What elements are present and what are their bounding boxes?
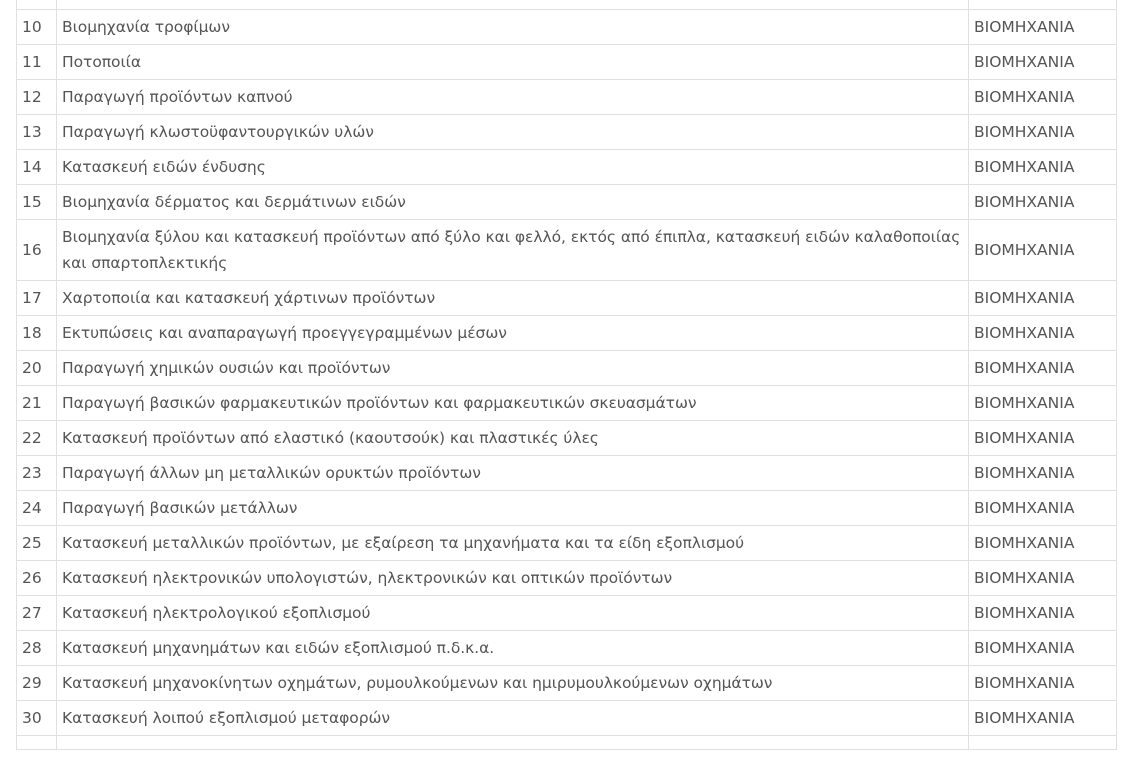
table-row bbox=[17, 561, 1117, 596]
row-category-cell: ΒΙΟΜΗΧΑΝΙΑ bbox=[969, 526, 1117, 561]
table-row bbox=[17, 316, 1117, 351]
table-row bbox=[17, 351, 1117, 386]
table-row bbox=[17, 80, 1117, 115]
row-code-cell: 30 bbox=[17, 701, 57, 736]
row-description-cell: Κατασκευή μηχανημάτων και ειδών εξοπλισμού π.δ.κ.α. bbox=[57, 631, 969, 666]
row-category-cell: ΒΙΟΜΗΧΑΝΙΑ bbox=[969, 351, 1117, 386]
row-code-cell: 21 bbox=[17, 386, 57, 421]
row-code-cell: 22 bbox=[17, 421, 57, 456]
row-code-cell: 13 bbox=[17, 115, 57, 150]
row-description-cell: Κατασκευή ειδών ένδυσης bbox=[57, 150, 969, 185]
table-row bbox=[17, 150, 1117, 185]
table-row bbox=[17, 421, 1117, 456]
row-description-cell: Παραγωγή προϊόντων καπνού bbox=[57, 80, 969, 115]
row-category-cell: ΒΙΟΜΗΧΑΝΙΑ bbox=[969, 281, 1117, 316]
row-code-cell: 14 bbox=[17, 150, 57, 185]
row-category-cell: ΒΙΟΜΗΧΑΝΙΑ bbox=[969, 80, 1117, 115]
row-description-cell: Βιομηχανία ξύλου και κατασκευή προϊόντων από ξύλο και φελλό, εκτός από έπιπλα, κατασκευή ειδών καλαθοποιίας και σπαρτοπλεκτικής bbox=[57, 220, 969, 281]
activity-codes-table-container bbox=[16, 0, 1116, 750]
table-row bbox=[17, 220, 1117, 281]
table-cell bbox=[17, 736, 57, 750]
table-row bbox=[17, 666, 1117, 701]
row-category-cell: ΒΙΟΜΗΧΑΝΙΑ bbox=[969, 10, 1117, 45]
row-description-cell: Παραγωγή άλλων μη μεταλλικών ορυκτών προϊόντων bbox=[57, 456, 969, 491]
row-code-cell: 18 bbox=[17, 316, 57, 351]
row-code-cell: 16 bbox=[17, 220, 57, 281]
row-category-cell: ΒΙΟΜΗΧΑΝΙΑ bbox=[969, 561, 1117, 596]
table-cell bbox=[969, 736, 1117, 750]
table-cell bbox=[57, 736, 969, 750]
table-row bbox=[17, 185, 1117, 220]
row-description-cell: Ποτοποιία bbox=[57, 45, 969, 80]
row-code-cell: 28 bbox=[17, 631, 57, 666]
row-description-cell: Παραγωγή κλωστοϋφαντουργικών υλών bbox=[57, 115, 969, 150]
row-code-cell: 11 bbox=[17, 45, 57, 80]
row-category-cell: ΒΙΟΜΗΧΑΝΙΑ bbox=[969, 316, 1117, 351]
row-description-cell: Βιομηχανία τροφίμων bbox=[57, 10, 969, 45]
table-row bbox=[17, 281, 1117, 316]
row-code-cell: 29 bbox=[17, 666, 57, 701]
row-category-cell: ΒΙΟΜΗΧΑΝΙΑ bbox=[969, 456, 1117, 491]
row-code-cell: 17 bbox=[17, 281, 57, 316]
table-row bbox=[17, 10, 1117, 45]
row-code-cell: 15 bbox=[17, 185, 57, 220]
table-row bbox=[17, 386, 1117, 421]
table-cell bbox=[17, 0, 57, 10]
row-category-cell: ΒΙΟΜΗΧΑΝΙΑ bbox=[969, 386, 1117, 421]
row-category-cell: ΒΙΟΜΗΧΑΝΙΑ bbox=[969, 421, 1117, 456]
table-row bbox=[17, 491, 1117, 526]
row-category-cell: ΒΙΟΜΗΧΑΝΙΑ bbox=[969, 220, 1117, 281]
row-description-cell: Παραγωγή βασικών φαρμακευτικών προϊόντων και φαρμακευτικών σκευασμάτων bbox=[57, 386, 969, 421]
table-row-partial-top bbox=[17, 0, 1117, 10]
table-row-partial-bottom bbox=[17, 736, 1117, 750]
row-category-cell: ΒΙΟΜΗΧΑΝΙΑ bbox=[969, 150, 1117, 185]
row-category-cell: ΒΙΟΜΗΧΑΝΙΑ bbox=[969, 185, 1117, 220]
row-code-cell: 26 bbox=[17, 561, 57, 596]
table-row bbox=[17, 631, 1117, 666]
row-code-cell: 23 bbox=[17, 456, 57, 491]
table-cell bbox=[57, 0, 969, 10]
row-category-cell: ΒΙΟΜΗΧΑΝΙΑ bbox=[969, 596, 1117, 631]
row-description-cell: Κατασκευή μηχανοκίνητων οχημάτων, ρυμουλκούμενων και ημιρυμουλκούμενων οχημάτων bbox=[57, 666, 969, 701]
row-category-cell: ΒΙΟΜΗΧΑΝΙΑ bbox=[969, 701, 1117, 736]
row-description-cell: Χαρτοποιία και κατασκευή χάρτινων προϊόντων bbox=[57, 281, 969, 316]
row-description-cell: Κατασκευή λοιπού εξοπλισμού μεταφορών bbox=[57, 701, 969, 736]
table-row bbox=[17, 456, 1117, 491]
row-code-cell: 10 bbox=[17, 10, 57, 45]
row-description-cell: Κατασκευή μεταλλικών προϊόντων, με εξαίρεση τα μηχανήματα και τα είδη εξοπλισμού bbox=[57, 526, 969, 561]
row-code-cell: 12 bbox=[17, 80, 57, 115]
table-row bbox=[17, 115, 1117, 150]
table-row bbox=[17, 701, 1117, 736]
activity-codes-table bbox=[16, 0, 1117, 750]
row-code-cell: 25 bbox=[17, 526, 57, 561]
table-body bbox=[17, 0, 1117, 750]
row-description-cell: Παραγωγή χημικών ουσιών και προϊόντων bbox=[57, 351, 969, 386]
row-category-cell: ΒΙΟΜΗΧΑΝΙΑ bbox=[969, 491, 1117, 526]
row-code-cell: 20 bbox=[17, 351, 57, 386]
row-description-cell: Κατασκευή προϊόντων από ελαστικό (καουτσούκ) και πλαστικές ύλες bbox=[57, 421, 969, 456]
row-code-cell: 27 bbox=[17, 596, 57, 631]
row-description-cell: Βιομηχανία δέρματος και δερμάτινων ειδών bbox=[57, 185, 969, 220]
row-category-cell: ΒΙΟΜΗΧΑΝΙΑ bbox=[969, 115, 1117, 150]
row-category-cell: ΒΙΟΜΗΧΑΝΙΑ bbox=[969, 631, 1117, 666]
row-category-cell: ΒΙΟΜΗΧΑΝΙΑ bbox=[969, 45, 1117, 80]
row-description-cell: Εκτυπώσεις και αναπαραγωγή προεγγεγραμμένων μέσων bbox=[57, 316, 969, 351]
row-description-cell: Κατασκευή ηλεκτρονικών υπολογιστών, ηλεκτρονικών και οπτικών προϊόντων bbox=[57, 561, 969, 596]
row-code-cell: 24 bbox=[17, 491, 57, 526]
table-cell bbox=[969, 0, 1117, 10]
table-row bbox=[17, 45, 1117, 80]
row-description-cell: Παραγωγή βασικών μετάλλων bbox=[57, 491, 969, 526]
table-row bbox=[17, 596, 1117, 631]
row-description-cell: Κατασκευή ηλεκτρολογικού εξοπλισμού bbox=[57, 596, 969, 631]
row-category-cell: ΒΙΟΜΗΧΑΝΙΑ bbox=[969, 666, 1117, 701]
table-row bbox=[17, 526, 1117, 561]
